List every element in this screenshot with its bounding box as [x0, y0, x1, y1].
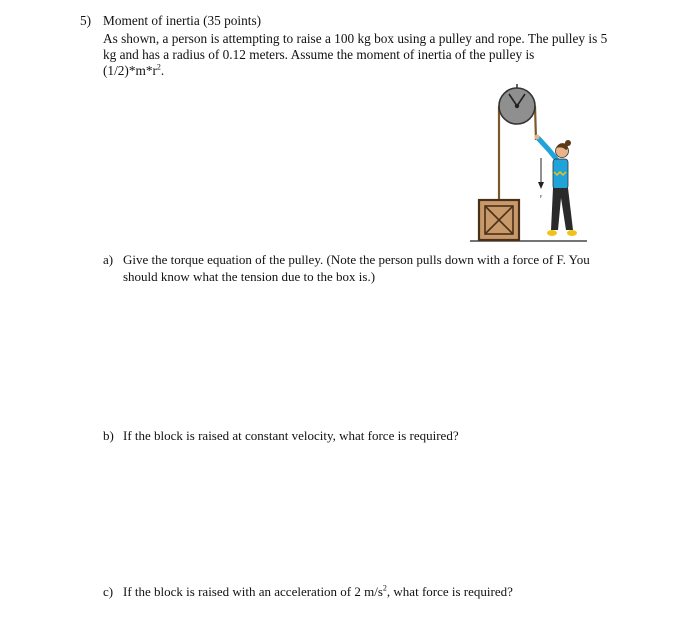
person-shoe-right [567, 230, 577, 236]
problem-title: Moment of inertia (35 points) [103, 13, 262, 28]
force-label: F [540, 194, 543, 199]
person-arms [538, 138, 557, 160]
person-hand [535, 135, 540, 140]
inertia-formula: (1/2)*m*r [103, 63, 157, 78]
force-arrowhead [538, 182, 544, 189]
pulley-figure [465, 80, 595, 250]
formula-period: . [160, 63, 165, 78]
part-c-label: c) [103, 584, 114, 599]
person-shoe-left [547, 230, 557, 236]
part-a-text: Give the torque equation of the pulley. (Note the person pulls down with a force of F. You should know what the tension due to the box is.) [123, 252, 590, 284]
problem-statement [103, 31, 623, 79]
person-pants [551, 188, 573, 230]
part-c-text-end: , what force is required? [386, 584, 513, 599]
problem-statement-text: As shown, a person is attempting to raise a 100 kg box using a pulley and rope. The pulley is 5 kg and has a radius of 0.12 meters. Assume the moment of inertia of the pulley is [103, 31, 608, 62]
part-c-text [123, 583, 603, 600]
part-b-text: If the block is raised at constant velocity, what force is required? [123, 428, 459, 443]
part-a-label: a) [103, 252, 114, 267]
part-c-text-start: If the block is raised with an acceleration of 2 m/s [123, 584, 383, 599]
inertia-exponent: 2 [156, 62, 161, 72]
problem-number: 5) [80, 13, 92, 28]
part-b-label: b) [103, 428, 114, 443]
part-c-exponent: 2 [382, 583, 387, 593]
person-bun [565, 140, 571, 146]
